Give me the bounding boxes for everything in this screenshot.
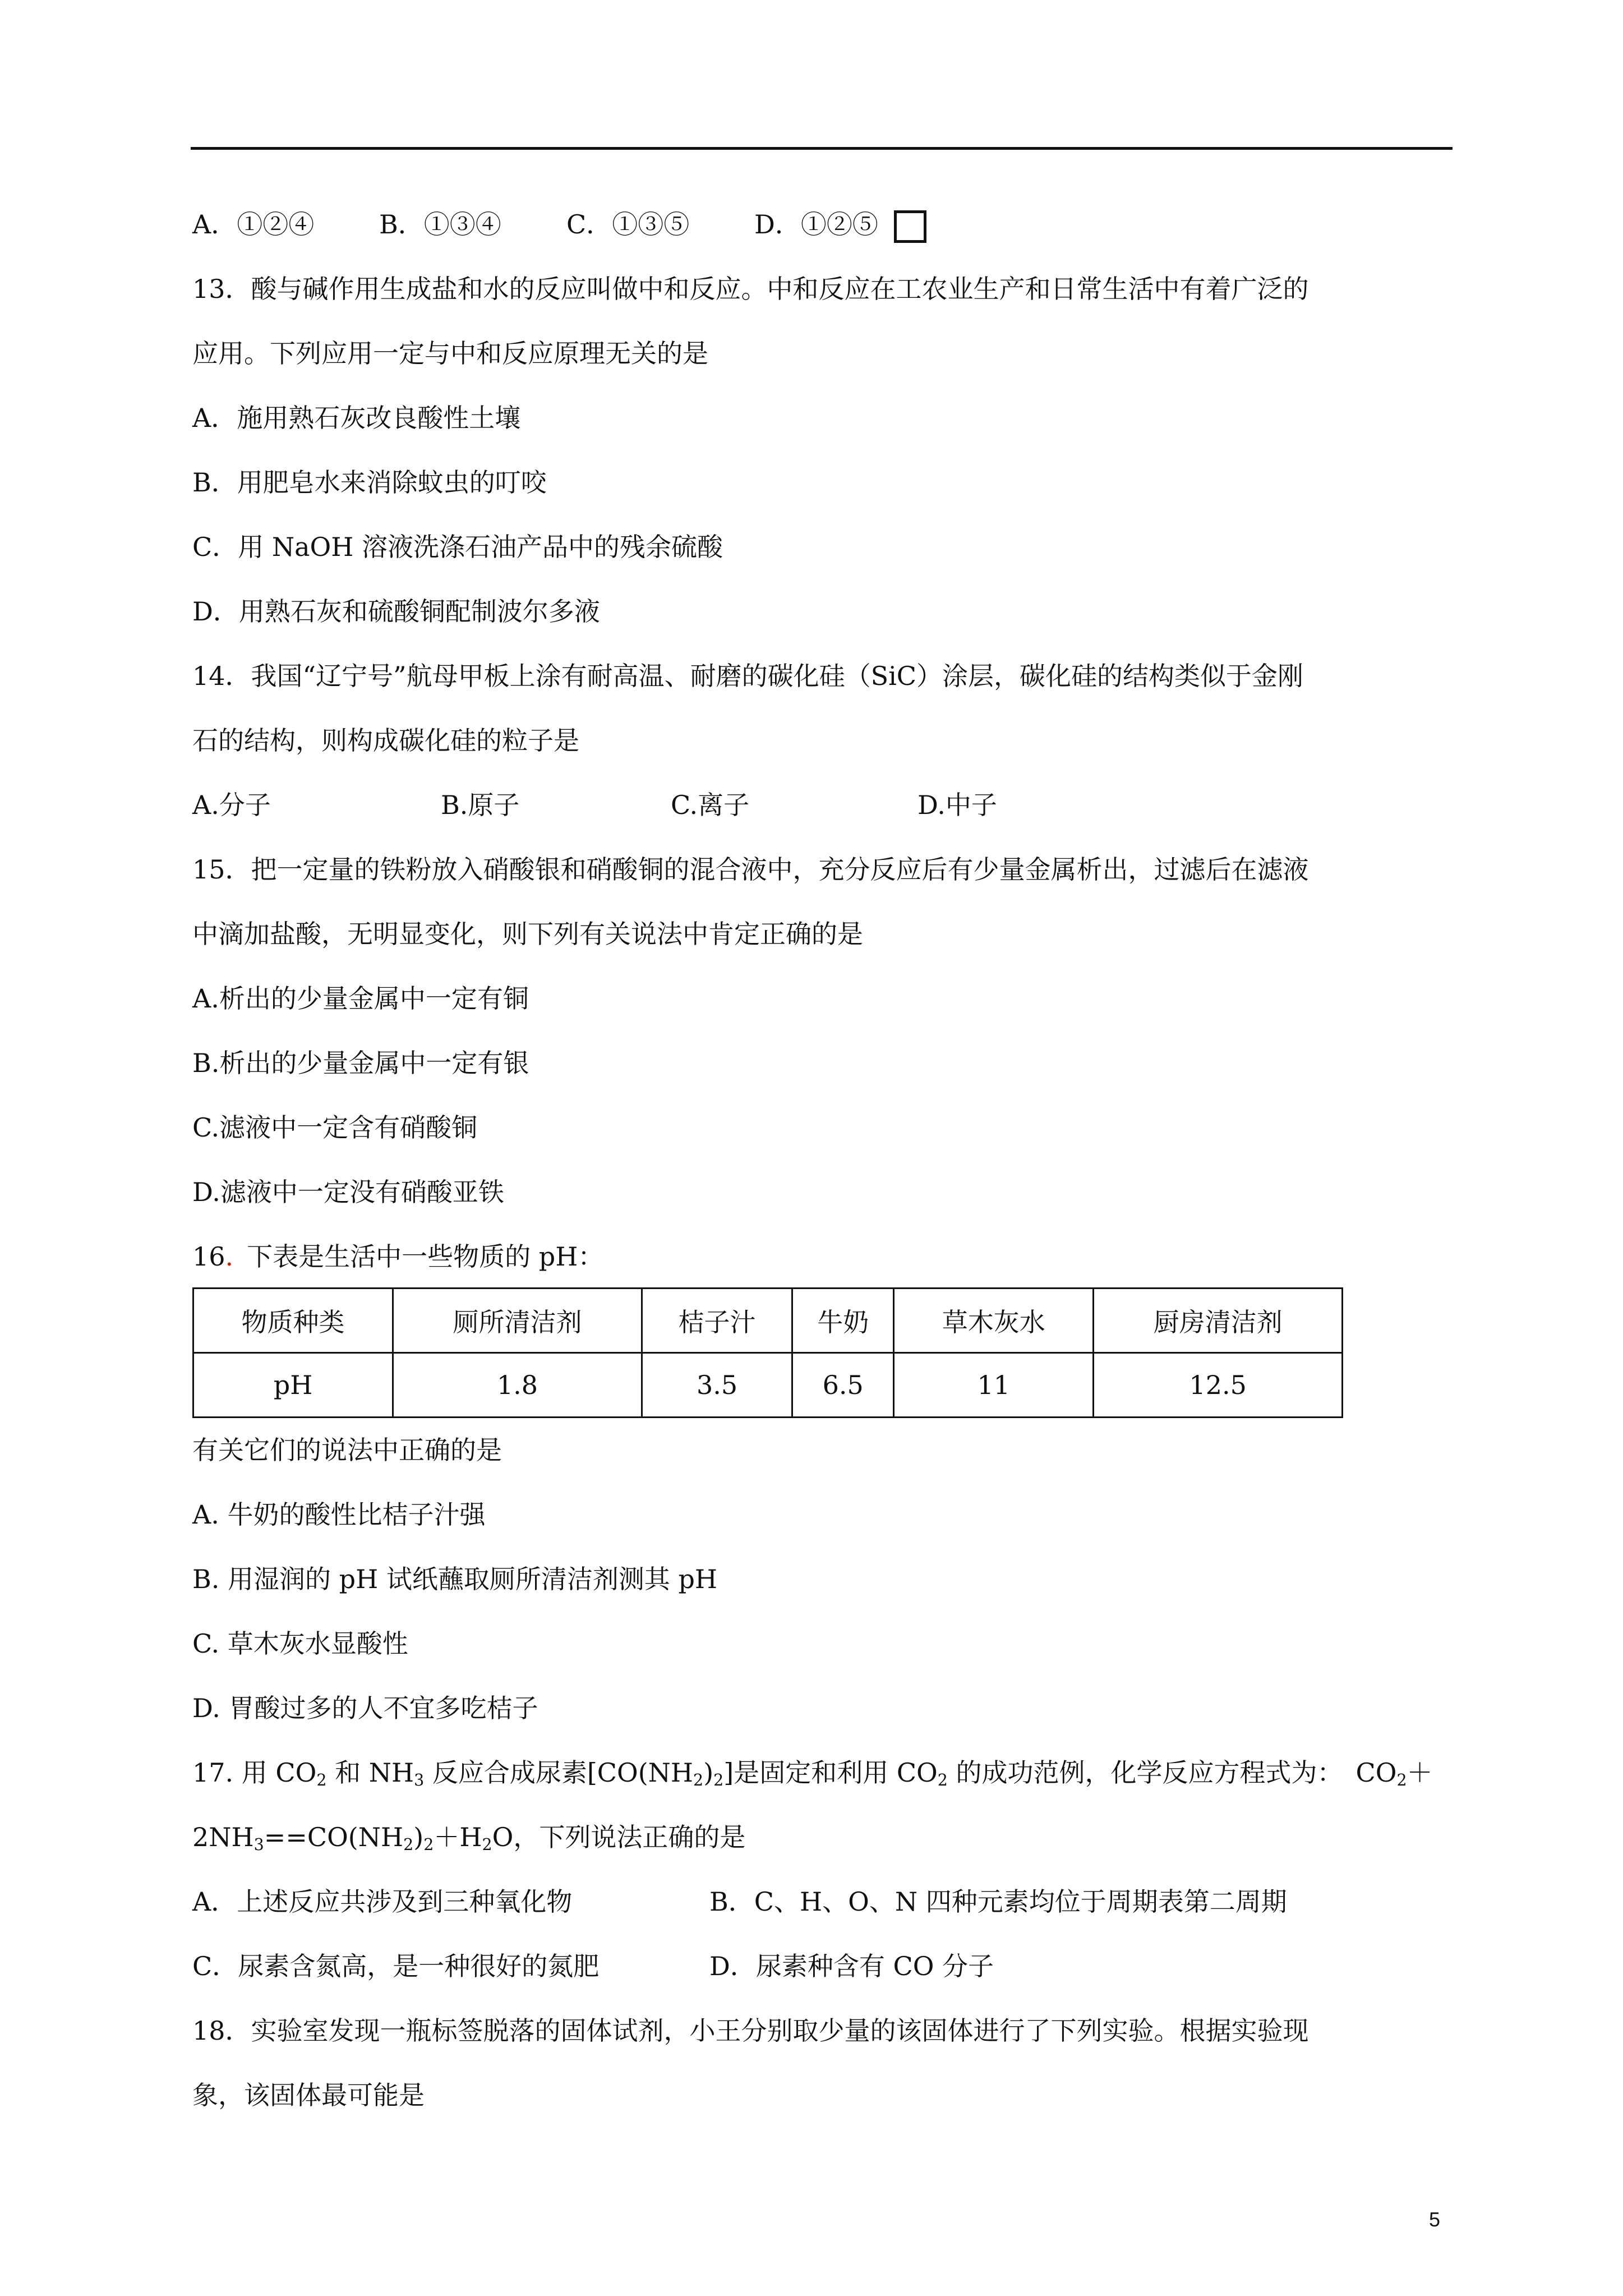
q17-option-d: D．尿素种含有 CO 分子 xyxy=(709,1951,994,1981)
page-number: 5 xyxy=(1429,2208,1441,2231)
q14-option-a: A.分子 xyxy=(192,790,271,820)
subscript: 2 xyxy=(1396,1771,1407,1790)
q17-text: ) xyxy=(703,1757,714,1788)
q12-option-d: D．①②⑤ xyxy=(754,209,878,240)
table-row xyxy=(193,1353,1343,1418)
q17-option-a: A．上述反应共涉及到三种氧化物 xyxy=(192,1887,573,1917)
q14-option-c: C.离子 xyxy=(671,790,750,820)
table-header-cell: 草木灰水 xyxy=(894,1289,1094,1353)
q16-option-c: C. 草木灰水显酸性 xyxy=(192,1628,408,1659)
q14-stem-line1: 14．我国“辽宁号”航母甲板上涂有耐高温、耐磨的碳化硅（SiC）涂层，碳化硅的结构类似于金刚 xyxy=(192,661,1303,691)
q16-option-b: B. 用湿润的 pH 试纸蘸取厕所清洁剂测其 pH xyxy=(192,1564,718,1594)
q12-option-b: B．①③④ xyxy=(379,209,501,240)
table-header-cell: 桔子汁 xyxy=(642,1289,792,1353)
q16-dot: . xyxy=(225,1241,234,1272)
q18-stem-line1: 18．实验室发现一瓶标签脱落的固体试剂，小王分别取少量的该固体进行了下列实验。根据实验现 xyxy=(192,2016,1309,2046)
q17-text: 17. 用 CO xyxy=(192,1757,317,1788)
q13-option-a: A．施用熟石灰改良酸性土壤 xyxy=(192,403,521,433)
q17-text: ＋H xyxy=(434,1822,482,1852)
table-cell: 11 xyxy=(894,1353,1094,1418)
q14-stem-line2: 石的结构，则构成碳化硅的粒子是 xyxy=(192,725,579,756)
q17-stem-line2 xyxy=(192,1820,745,1854)
table-header-cell: 物质种类 xyxy=(193,1289,393,1353)
table-header-cell: 厕所清洁剂 xyxy=(393,1289,642,1353)
q16-number: 16 xyxy=(192,1241,225,1272)
answer-box xyxy=(894,210,926,243)
q14-option-b: B.原子 xyxy=(441,790,520,820)
table-header-cell: 厨房清洁剂 xyxy=(1094,1289,1343,1353)
q16-option-d: D. 胃酸过多的人不宜多吃桔子 xyxy=(192,1693,538,1723)
subscript: 3 xyxy=(253,1835,264,1855)
q17-text: ＋ xyxy=(1407,1757,1433,1788)
q17-text: O，下列说法正确的是 xyxy=(492,1822,746,1852)
q12-option-c: C．①③⑤ xyxy=(566,209,690,240)
q15-option-b: B.析出的少量金属中一定有银 xyxy=(192,1048,529,1078)
table-cell: 6.5 xyxy=(792,1353,894,1418)
subscript: 2 xyxy=(403,1835,414,1855)
q15-option-c: C.滤液中一定含有硝酸铜 xyxy=(192,1112,478,1143)
q17-text: ]是固定和利用 CO xyxy=(723,1757,938,1788)
q15-option-a: A.析出的少量金属中一定有铜 xyxy=(192,983,529,1014)
table-cell: 3.5 xyxy=(642,1353,792,1418)
q13-stem-line1: 13．酸与碱作用生成盐和水的反应叫做中和反应。中和反应在工农业生产和日常生活中有着广泛的 xyxy=(192,274,1309,304)
header-rule xyxy=(191,147,1453,150)
q17-text: 2NH xyxy=(192,1822,254,1852)
q16-stem-text: 下表是生活中一些物质的 pH： xyxy=(247,1241,604,1272)
q17-stem-line1 xyxy=(192,1756,1433,1789)
q13-option-d: D．用熟石灰和硫酸铜配制波尔多液 xyxy=(192,596,600,627)
q17-text: ==CO(NH xyxy=(264,1822,404,1852)
q16-prompt: 有关它们的说法中正确的是 xyxy=(192,1435,502,1465)
table-header-row xyxy=(193,1289,1343,1353)
subscript: 2 xyxy=(316,1771,327,1790)
q15-stem-line2: 中滴加盐酸，无明显变化，则下列有关说法中肯定正确的是 xyxy=(192,919,863,949)
q17-text: 和 NH xyxy=(326,1757,414,1788)
table-cell: pH xyxy=(193,1353,393,1418)
table-cell: 12.5 xyxy=(1094,1353,1343,1418)
subscript: 3 xyxy=(414,1771,425,1790)
subscript: 2 xyxy=(423,1835,434,1855)
q15-stem-line1: 15．把一定量的铁粉放入硝酸银和硝酸铜的混合液中，充分反应后有少量金属析出，过滤后在滤液 xyxy=(192,854,1309,885)
q13-option-c: C．用 NaOH 溶液洗涤石油产品中的残余硫酸 xyxy=(192,532,723,562)
ph-table xyxy=(192,1287,1343,1418)
q16-option-a: A. 牛奶的酸性比桔子汁强 xyxy=(192,1499,486,1530)
q14-option-d: D.中子 xyxy=(917,790,997,820)
table-cell: 1.8 xyxy=(393,1353,642,1418)
q16-stem xyxy=(192,1240,603,1273)
q13-option-b: B．用肥皂水来消除蚊虫的叮咬 xyxy=(192,467,547,498)
q18-stem-line2: 象，该固体最可能是 xyxy=(192,2080,425,2110)
q17-text: ) xyxy=(413,1822,424,1852)
subscript: 2 xyxy=(482,1835,492,1855)
q13-stem-line2: 应用。下列应用一定与中和反应原理无关的是 xyxy=(192,338,708,369)
q17-option-c: C．尿素含氮高，是一种很好的氮肥 xyxy=(192,1951,600,1981)
subscript: 2 xyxy=(693,1771,704,1790)
q12-option-a: A．①②④ xyxy=(192,209,315,240)
q15-option-d: D.滤液中一定没有硝酸亚铁 xyxy=(192,1177,504,1207)
q17-text: 的成功范例，化学反应方程式为： CO xyxy=(947,1757,1397,1788)
subscript: 2 xyxy=(937,1771,948,1790)
q17-text: 反应合成尿素[CO(NH xyxy=(424,1757,694,1788)
subscript: 2 xyxy=(713,1771,724,1790)
q17-option-b: B．C、H、O、N 四种元素均位于周期表第二周期 xyxy=(709,1887,1287,1917)
table-header-cell: 牛奶 xyxy=(792,1289,894,1353)
